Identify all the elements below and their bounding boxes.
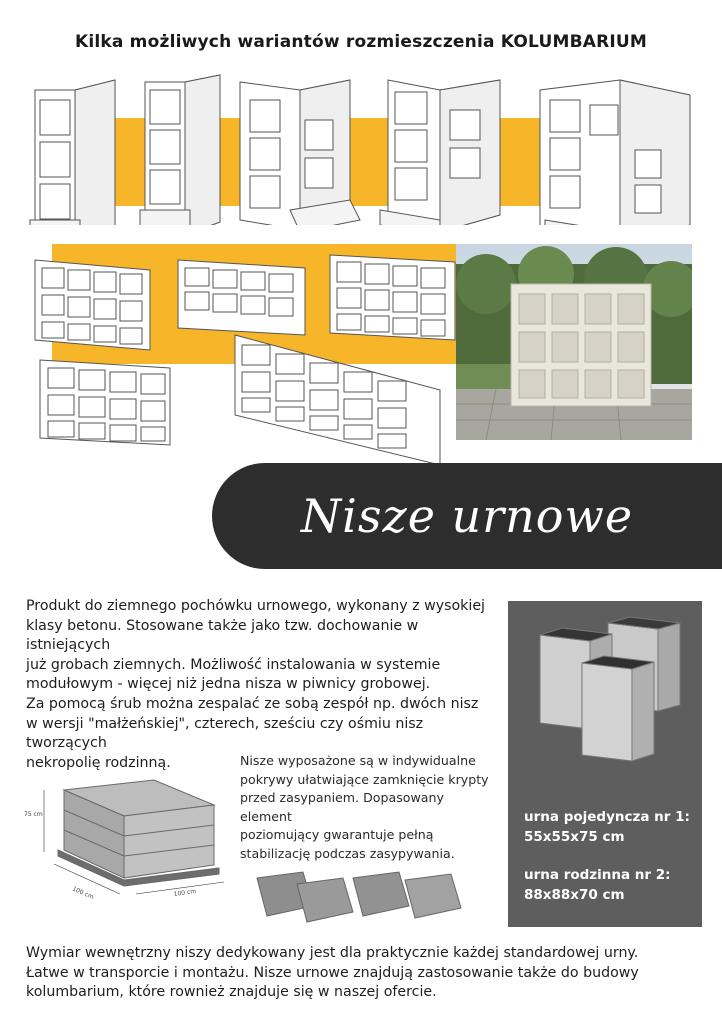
intro-line: klasy betonu. Stosowane także jako tzw. dochowanie w istniejących: [26, 617, 419, 654]
features-paragraph: [240, 752, 490, 863]
block-3x4-b: [330, 255, 455, 340]
intro-line: Za pomocą śrub można zespalać ze sobą zespół np. dwóch nisz: [26, 695, 479, 712]
page-title: Kilka możliwych wariantów rozmieszczenia KOLUMBARIUM: [74, 32, 648, 52]
kolumbarium-variants-top: [0, 60, 722, 225]
kolumbarium-variant-5: [540, 80, 690, 225]
urn-niches-image: [508, 601, 702, 791]
block-lower-large: [235, 335, 440, 465]
intro-paragraph: [26, 597, 496, 773]
dimension-width: 100 cm: [71, 885, 95, 901]
intro-line: nekropolię rodzinną.: [26, 754, 171, 771]
dimension-depth: 100 cm: [173, 887, 197, 898]
banner-heading: Nisze urnowe: [300, 489, 634, 543]
footer-paragraph: [26, 944, 706, 1003]
spec-family-label: urna rodzinna nr 2:: [524, 867, 671, 883]
block-3x4-a: [178, 260, 305, 335]
footer-line: kolumbarium, które rownież znajduje się w naszej ofercie.: [26, 984, 437, 1001]
dimension-height: 75 cm: [24, 811, 43, 818]
intro-line: Produkt do ziemnego pochówku urnowego, wykonany z wysokiej: [26, 598, 486, 614]
kolumbarium-photo: [456, 244, 692, 440]
kolumbarium-blocks-illustration: [0, 240, 456, 475]
niche-lids-image: [255, 866, 465, 926]
kolumbarium-variant-1: [30, 80, 115, 225]
footer-line: Wymiar wewnętrzny niszy dedykowany jest dla praktycznie każdej standardowej urny.: [26, 945, 639, 961]
kolumbarium-variant-3: [240, 80, 360, 225]
niche-box-diagram: [24, 760, 244, 910]
features-line: stabilizację podczas zasypywania.: [240, 845, 455, 861]
block-2x4: [35, 260, 150, 350]
block-lower-left: [40, 360, 170, 445]
intro-line: już grobach ziemnych. Możliwość instalowania w systemie: [26, 656, 441, 673]
intro-line: modułowym - więcej niż jedna nisza w piwnicy grobowej.: [26, 676, 431, 693]
features-line: pokrywy ułatwiające zamknięcie krypty: [240, 771, 489, 787]
urn-spec-box: [508, 601, 702, 927]
features-line: poziomujący gwarantuje pełną: [240, 827, 434, 842]
features-line: przed zasypaniem. Dopasowany element: [240, 790, 444, 824]
spec-single-size: 55x55x75 cm: [524, 829, 625, 845]
spec-family-size: 88x88x70 cm: [524, 887, 625, 903]
spec-single-label: urna pojedyncza nr 1:: [524, 809, 690, 825]
kolumbarium-variant-4: [380, 80, 500, 225]
intro-line: w wersji "małżeńskiej", czterech, sześciu czy ośmiu nisz tworzących: [26, 715, 424, 752]
kolumbarium-variant-2: [140, 75, 220, 225]
features-line: Nisze wyposażone są w indywidualne: [240, 753, 476, 768]
footer-line: Łatwe w transporcie i montażu. Nisze urnowe znajdują zastosowanie także do budowy: [26, 964, 639, 981]
